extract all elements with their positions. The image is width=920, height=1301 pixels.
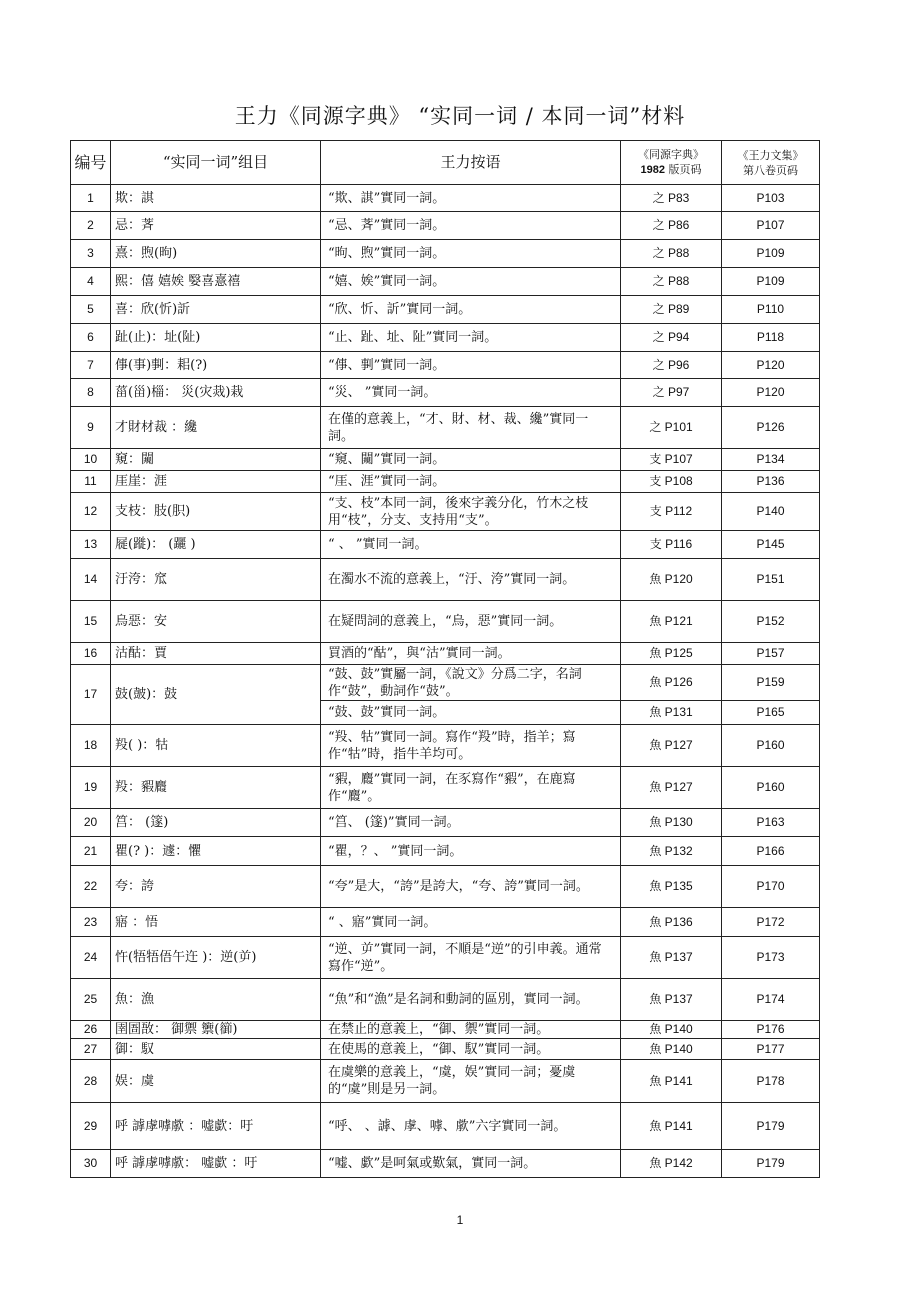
row-note: 在疑問詞的意義上，“烏，惡”實同一詞。 bbox=[321, 601, 621, 643]
header-volume-page bbox=[722, 141, 820, 185]
row-group: 羖：豭麚 bbox=[111, 767, 321, 809]
row-number: 23 bbox=[71, 908, 111, 937]
row-volume-page: P118 bbox=[722, 324, 820, 352]
row-number: 2 bbox=[71, 212, 111, 240]
row-number: 8 bbox=[71, 379, 111, 407]
row-note: “逆、屰”實同一詞，不順是“逆”的引申義。通常寫作“逆”。 bbox=[321, 937, 621, 979]
row-note: “羖、牯”實同一詞。寫作“羖”時，指羊；寫作“牯”時，指牛羊均可。 bbox=[321, 725, 621, 767]
row-dict-page: 魚 P140 bbox=[621, 1021, 722, 1039]
row-volume-page: P179 bbox=[722, 1103, 820, 1150]
row-volume-page: P166 bbox=[722, 837, 820, 866]
header-number: 编号 bbox=[71, 141, 111, 185]
row-number: 17 bbox=[71, 665, 111, 725]
row-dict-page: 魚 P137 bbox=[621, 979, 722, 1021]
row-number: 15 bbox=[71, 601, 111, 643]
row-note: “昫、煦”實同一詞。 bbox=[321, 240, 621, 268]
table-row bbox=[71, 471, 820, 493]
row-dict-page: 魚 P127 bbox=[621, 725, 722, 767]
table-row bbox=[71, 937, 820, 979]
row-number: 9 bbox=[71, 407, 111, 449]
row-volume-page: P134 bbox=[722, 449, 820, 471]
row-dict-page: 魚 P137 bbox=[621, 937, 722, 979]
row-note: “筥、 (篴)”實同一詞。 bbox=[321, 809, 621, 837]
row-number: 3 bbox=[71, 240, 111, 268]
row-group: 烏惡：安 bbox=[111, 601, 321, 643]
row-dict-page: 魚 P130 bbox=[621, 809, 722, 837]
row-note: “忌、萕”實同一詞。 bbox=[321, 212, 621, 240]
table-row bbox=[71, 1021, 820, 1039]
table-header-row bbox=[71, 141, 820, 185]
row-note: “瞿，？、 ”實同一詞。 bbox=[321, 837, 621, 866]
row-volume-page: P136 bbox=[722, 471, 820, 493]
row-note: 在使馬的意義上，“御、馭”實同一詞。 bbox=[321, 1039, 621, 1060]
header-vol-line1: 《王力文集》 bbox=[737, 148, 804, 162]
table-row bbox=[71, 1150, 820, 1178]
row-note: “厓、涯”實同一詞。 bbox=[321, 471, 621, 493]
row-note: “倳、剚”實同一詞。 bbox=[321, 352, 621, 379]
row-volume-page: P107 bbox=[722, 212, 820, 240]
row-note: 買酒的“酤”，與“沽”實同一詞。 bbox=[321, 643, 621, 665]
row-dict-page: 魚 P125 bbox=[621, 643, 722, 665]
row-volume-page: P151 bbox=[722, 559, 820, 601]
row-group: 忤(牾牾俉午迕 )：逆(屰) bbox=[111, 937, 321, 979]
row-group: 支枝：肢(胑) bbox=[111, 493, 321, 531]
row-volume-page: P176 bbox=[722, 1021, 820, 1039]
table-row bbox=[71, 601, 820, 643]
table-row bbox=[71, 866, 820, 908]
row-note: “支、枝”本同一詞，後來字義分化，竹木之枝用“枝”，分支、支持用“支”。 bbox=[321, 493, 621, 531]
row-group: 喜：欣(忻)訢 bbox=[111, 296, 321, 324]
row-note: 在濁水不流的意義上，“汙、洿”實同一詞。 bbox=[321, 559, 621, 601]
row-number: 4 bbox=[71, 268, 111, 296]
table-row bbox=[71, 1039, 820, 1060]
row-group: 熙：僖 嬉娭 嫛喜憙禧 bbox=[111, 268, 321, 296]
row-number: 14 bbox=[71, 559, 111, 601]
row-number: 27 bbox=[71, 1039, 111, 1060]
page-number: 1 bbox=[456, 1213, 464, 1227]
row-group: 沽酤：賈 bbox=[111, 643, 321, 665]
table-row bbox=[71, 767, 820, 809]
row-group: 欺：諆 bbox=[111, 185, 321, 212]
table-row bbox=[71, 1103, 820, 1150]
table-row bbox=[71, 268, 820, 296]
row-group: 御：馭 bbox=[111, 1039, 321, 1060]
table-row bbox=[71, 1060, 820, 1103]
table-row bbox=[71, 352, 820, 379]
row-note: “豭，麚”實同一詞，在豕寫作“豭”，在鹿寫作“麚”。 bbox=[321, 767, 621, 809]
row-number: 11 bbox=[71, 471, 111, 493]
row-number: 16 bbox=[71, 643, 111, 665]
row-number: 24 bbox=[71, 937, 111, 979]
row-number: 19 bbox=[71, 767, 111, 809]
row-volume-page: P109 bbox=[722, 240, 820, 268]
header-dict-page bbox=[621, 141, 722, 185]
row-dict-page: 支 P112 bbox=[621, 493, 722, 531]
row-dict-page: 魚 P127 bbox=[621, 767, 722, 809]
row-number: 7 bbox=[71, 352, 111, 379]
row-volume-page: P163 bbox=[722, 809, 820, 837]
table-row bbox=[71, 493, 820, 531]
row-number: 12 bbox=[71, 493, 111, 531]
row-dict-page: 之 P89 bbox=[621, 296, 722, 324]
row-dict-page: 魚 P131 bbox=[621, 701, 722, 725]
header-dict-year: 1982 bbox=[640, 164, 665, 176]
table-row bbox=[71, 559, 820, 601]
header-group: “实同一词”组目 bbox=[111, 141, 321, 185]
row-dict-page: 支 P116 bbox=[621, 531, 722, 559]
row-dict-page: 之 P101 bbox=[621, 407, 722, 449]
row-dict-page: 魚 P120 bbox=[621, 559, 722, 601]
header-vol-line2: 第八卷页码 bbox=[743, 163, 798, 177]
data-table bbox=[70, 140, 820, 1178]
row-volume-page: P173 bbox=[722, 937, 820, 979]
row-dict-page: 魚 P132 bbox=[621, 837, 722, 866]
row-group: 厓崖：涯 bbox=[111, 471, 321, 493]
row-group: 菑(甾)椔： 災(灾烖)栽 bbox=[111, 379, 321, 407]
row-number: 5 bbox=[71, 296, 111, 324]
row-volume-page: P159 bbox=[722, 665, 820, 701]
row-group: 呼 謼虖嘑歑： 嘘歔 ：吁 bbox=[111, 1150, 321, 1178]
row-dict-page: 之 P88 bbox=[621, 240, 722, 268]
table-row bbox=[71, 665, 820, 701]
row-dict-page: 魚 P141 bbox=[621, 1060, 722, 1103]
row-dict-page: 魚 P135 bbox=[621, 866, 722, 908]
row-volume-page: P178 bbox=[722, 1060, 820, 1103]
row-group: 窺：闚 bbox=[111, 449, 321, 471]
row-group: 倳(事)剚：耜(?) bbox=[111, 352, 321, 379]
row-group: 寤 ：悟 bbox=[111, 908, 321, 937]
row-note: 在虞樂的意義上，“虞，娱”實同一詞；憂虞的“虞”則是另一詞。 bbox=[321, 1060, 621, 1103]
row-number: 20 bbox=[71, 809, 111, 837]
row-volume-page: P179 bbox=[722, 1150, 820, 1178]
table-row bbox=[71, 240, 820, 268]
table-row bbox=[71, 979, 820, 1021]
row-dict-page: 之 P96 bbox=[621, 352, 722, 379]
row-dict-page: 之 P86 bbox=[621, 212, 722, 240]
row-volume-page: P170 bbox=[722, 866, 820, 908]
row-dict-page: 魚 P140 bbox=[621, 1039, 722, 1060]
row-group: 汙洿：窊 bbox=[111, 559, 321, 601]
row-dict-page: 之 P94 bbox=[621, 324, 722, 352]
table-row bbox=[71, 837, 820, 866]
row-group: 圉圄敔： 御禦 籞(篽) bbox=[111, 1021, 321, 1039]
row-dict-page: 之 P97 bbox=[621, 379, 722, 407]
row-note: “魚”和“漁”是名詞和動詞的區別，實同一詞。 bbox=[321, 979, 621, 1021]
row-volume-page: P120 bbox=[722, 379, 820, 407]
header-dict-line1: 《同源字典》 bbox=[638, 148, 704, 161]
header-note: 王力按语 bbox=[321, 141, 621, 185]
table-row bbox=[71, 908, 820, 937]
row-dict-page: 魚 P121 bbox=[621, 601, 722, 643]
row-number: 25 bbox=[71, 979, 111, 1021]
row-group: 呼 謼虖嘑歑 ：嘘歔：吁 bbox=[111, 1103, 321, 1150]
row-group: 魚：漁 bbox=[111, 979, 321, 1021]
row-volume-page: P126 bbox=[722, 407, 820, 449]
row-group: 筥： (篴) bbox=[111, 809, 321, 837]
table-row bbox=[71, 296, 820, 324]
row-group: 夸：誇 bbox=[111, 866, 321, 908]
row-note: 在僅的意義上，“才、財、材、裁、纔”實同一詞。 bbox=[321, 407, 621, 449]
row-group: 趾(止)：址(阯) bbox=[111, 324, 321, 352]
row-volume-page: P177 bbox=[722, 1039, 820, 1060]
row-note: “嘘、歔”是呵氣或歎氣，實同一詞。 bbox=[321, 1150, 621, 1178]
row-number: 26 bbox=[71, 1021, 111, 1039]
row-volume-page: P174 bbox=[722, 979, 820, 1021]
table-row bbox=[71, 725, 820, 767]
row-dict-page: 魚 P126 bbox=[621, 665, 722, 701]
row-number: 29 bbox=[71, 1103, 111, 1150]
row-number: 18 bbox=[71, 725, 111, 767]
row-group: 屣(蹝)： (躧 ) bbox=[111, 531, 321, 559]
row-group: 鼓(皷)：鼓 bbox=[111, 665, 321, 725]
row-note: “欺、諆”實同一詞。 bbox=[321, 185, 621, 212]
table-row bbox=[71, 324, 820, 352]
row-dict-page: 魚 P141 bbox=[621, 1103, 722, 1150]
row-note: “窺、闚”實同一詞。 bbox=[321, 449, 621, 471]
row-dict-page: 之 P83 bbox=[621, 185, 722, 212]
row-volume-page: P165 bbox=[722, 701, 820, 725]
table-row bbox=[71, 809, 820, 837]
row-volume-page: P157 bbox=[722, 643, 820, 665]
row-volume-page: P152 bbox=[722, 601, 820, 643]
row-volume-page: P160 bbox=[722, 767, 820, 809]
row-note: “鼓、鼓”實屬一詞，《說文》分爲二字，名詞作“鼓”，動詞作“鼓”。 bbox=[321, 665, 621, 701]
row-group: 忌：萕 bbox=[111, 212, 321, 240]
row-note: “嬉、娭”實同一詞。 bbox=[321, 268, 621, 296]
row-group: 熹：煦(昫) bbox=[111, 240, 321, 268]
row-number: 21 bbox=[71, 837, 111, 866]
row-number: 10 bbox=[71, 449, 111, 471]
row-volume-page: P140 bbox=[722, 493, 820, 531]
row-note: “夸”是大，“誇”是誇大，“夸、誇”實同一詞。 bbox=[321, 866, 621, 908]
row-group: 瞿(? )：遽：懼 bbox=[111, 837, 321, 866]
row-volume-page: P103 bbox=[722, 185, 820, 212]
table-row bbox=[71, 449, 820, 471]
table-row bbox=[71, 531, 820, 559]
row-volume-page: P109 bbox=[722, 268, 820, 296]
row-dict-page: 魚 P136 bbox=[621, 908, 722, 937]
row-note: “災、 ”實同一詞。 bbox=[321, 379, 621, 407]
row-number: 6 bbox=[71, 324, 111, 352]
table-row bbox=[71, 212, 820, 240]
table-row bbox=[71, 407, 820, 449]
row-note: “呼、 、謼、虖、嘑、歑”六字實同一詞。 bbox=[321, 1103, 621, 1150]
row-note: “止、趾、址、阯”實同一詞。 bbox=[321, 324, 621, 352]
table-row bbox=[71, 379, 820, 407]
row-dict-page: 支 P108 bbox=[621, 471, 722, 493]
row-note: 在禁止的意義上，“御、禦”實同一詞。 bbox=[321, 1021, 621, 1039]
page-title: 王力《同源字典》 “实同一词 / 本同一词”材料 bbox=[234, 104, 686, 128]
header-dict-line2: 版页码 bbox=[668, 163, 702, 176]
row-dict-page: 之 P88 bbox=[621, 268, 722, 296]
row-number: 30 bbox=[71, 1150, 111, 1178]
row-group: 娱：虞 bbox=[111, 1060, 321, 1103]
row-volume-page: P172 bbox=[722, 908, 820, 937]
row-note: “鼓、鼓”實同一詞。 bbox=[321, 701, 621, 725]
row-note: “ 、 ”實同一詞。 bbox=[321, 531, 621, 559]
row-dict-page: 支 P107 bbox=[621, 449, 722, 471]
row-number: 28 bbox=[71, 1060, 111, 1103]
table-row bbox=[71, 185, 820, 212]
row-group: 羖( )：牯 bbox=[111, 725, 321, 767]
row-volume-page: P160 bbox=[722, 725, 820, 767]
table-row bbox=[71, 643, 820, 665]
row-note: “欣、忻、訢”實同一詞。 bbox=[321, 296, 621, 324]
row-note: “ 、寤”實同一詞。 bbox=[321, 908, 621, 937]
row-number: 13 bbox=[71, 531, 111, 559]
row-volume-page: P110 bbox=[722, 296, 820, 324]
row-volume-page: P120 bbox=[722, 352, 820, 379]
row-group: 才財材裁 ：纔 bbox=[111, 407, 321, 449]
row-dict-page: 魚 P142 bbox=[621, 1150, 722, 1178]
row-volume-page: P145 bbox=[722, 531, 820, 559]
row-number: 22 bbox=[71, 866, 111, 908]
row-number: 1 bbox=[71, 185, 111, 212]
